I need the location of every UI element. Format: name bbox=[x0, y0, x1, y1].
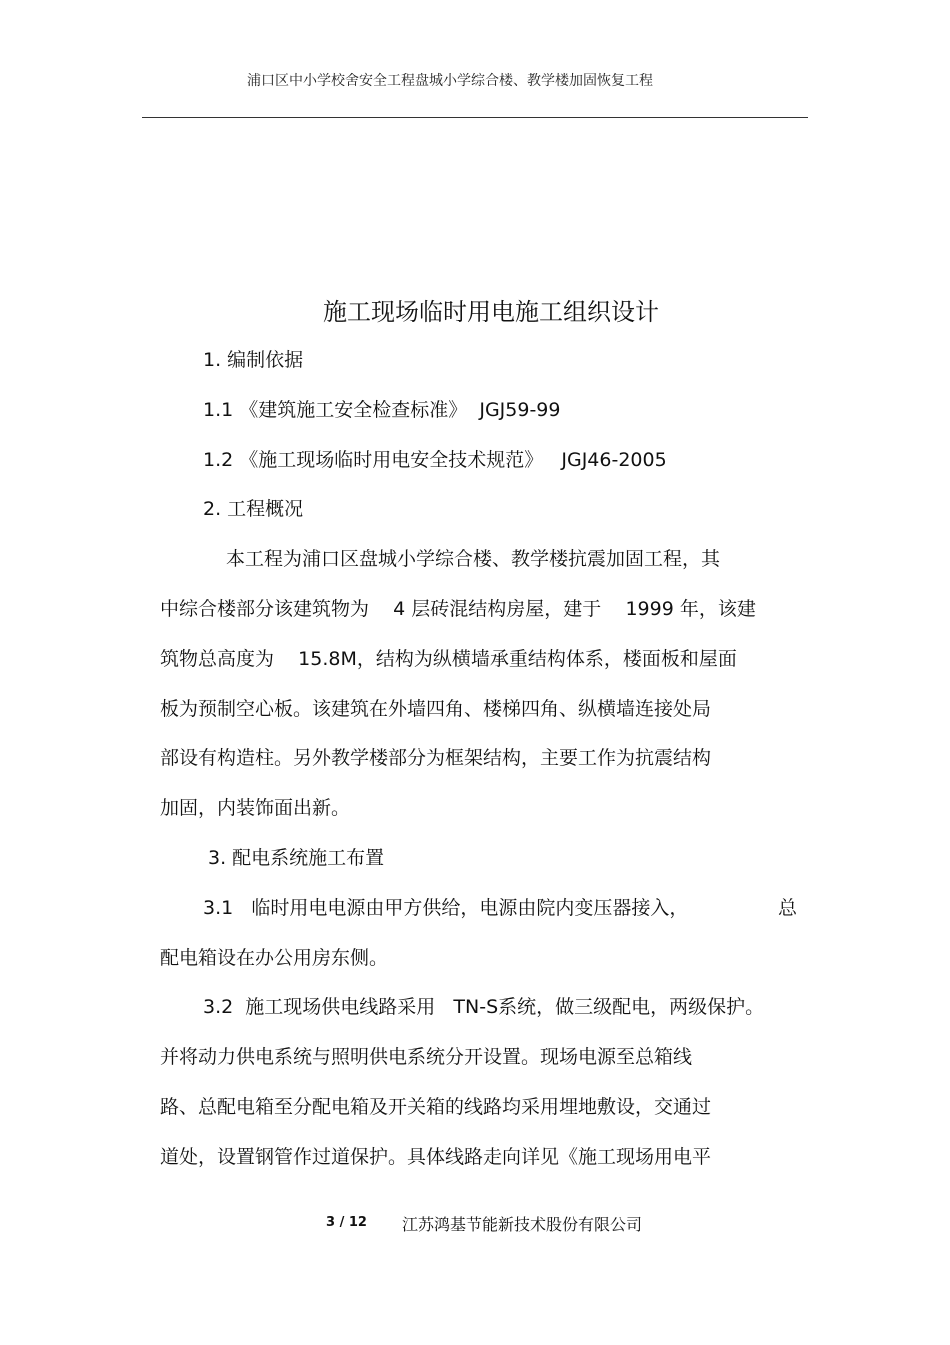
running-header: 浦口区中小学校舍安全工程盘城小学综合楼、教学楼加固恢复工程 bbox=[247, 73, 653, 89]
paragraph-line: 道处，设置钢管作过道保护。具体线路走向详见《施工现场用电平 bbox=[160, 1146, 712, 1168]
reference-1-1: 1.1 《建筑施工安全检查标准》 JGJ59-99 bbox=[203, 399, 561, 421]
section-heading-1: 1. 编制依据 bbox=[203, 349, 304, 371]
section-heading-2: 2. 工程概况 bbox=[203, 498, 304, 520]
paragraph-line: 筑物总高度为 15.8M，结构为纵横墙承重结构体系，楼面板和屋面 bbox=[160, 648, 737, 670]
page-number: 3 / 12 bbox=[326, 1215, 367, 1230]
paragraph-line: 本工程为浦口区盘城小学综合楼、教学楼抗震加固工程，其 bbox=[226, 548, 721, 570]
paragraph-line: 中综合楼部分该建筑物为 4 层砖混结构房屋，建于 1999 年，该建 bbox=[160, 598, 756, 620]
paragraph-line: 部设有构造柱。另外教学楼部分为框架结构，主要工作为抗震结构 bbox=[160, 747, 712, 769]
paragraph-line: 3.2 施工现场供电线路采用 TN-S系统，做三级配电，两级保护。 bbox=[203, 996, 765, 1018]
reference-1-2: 1.2 《施工现场临时用电安全技术规范》 JGJ46-2005 bbox=[203, 449, 667, 471]
paragraph-line: 路、总配电箱至分配电箱及开关箱的线路均采用埋地敷设，交通过 bbox=[160, 1096, 712, 1118]
paragraph-line: 3.1 临时用电电源由甲方供给，电源由院内变压器接入， bbox=[203, 897, 689, 919]
paragraph-line: 板为预制空心板。该建筑在外墙四角、楼梯四角、纵横墙连接处局 bbox=[160, 698, 712, 720]
header-divider bbox=[142, 117, 808, 118]
paragraph-line: 配电箱设在办公用房东侧。 bbox=[160, 947, 389, 969]
paragraph-line: 并将动力供电系统与照明供电系统分开设置。现场电源至总箱线 bbox=[160, 1046, 693, 1068]
paragraph-line: 加固，内装饰面出新。 bbox=[160, 797, 351, 819]
paragraph-line-tail: 总 bbox=[778, 897, 798, 919]
footer-company: 江苏鸿基节能新技术股份有限公司 bbox=[402, 1215, 643, 1234]
section-heading-3: 3. 配电系统施工布置 bbox=[208, 847, 385, 869]
document-title: 施工现场临时用电施工组织设计 bbox=[323, 298, 659, 326]
